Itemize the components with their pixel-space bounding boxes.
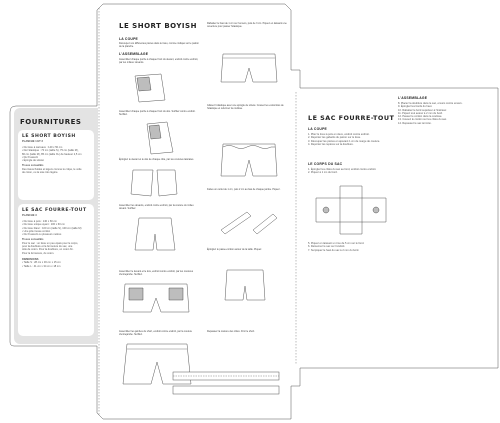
note-line: pour la doublure et la fermeture du sac, une: [22, 245, 73, 249]
card-short-title: LE SHORT BOYISH: [22, 134, 76, 139]
list-item: 13. Cousez le cordon sur les côtés du sac.: [398, 118, 447, 122]
short-title: LE SHORT BOYISH: [119, 22, 197, 30]
bag-cut-steps: [308, 133, 392, 146]
bag-cut-heading: LA COUPE: [308, 127, 327, 131]
short-step-10: Épinglez le passe-cordon autour de la taille. Piquez.: [207, 248, 263, 251]
card-bag-subtitle: PLANCHE 3: [22, 214, 37, 217]
list-item: • Du fil assorti: [22, 155, 38, 159]
short-step-7: Rabattez le haut de 1 cm sur l'envers, puis de 3 cm. Piquez en laissant une ouverture pour passer l'élastique.: [207, 22, 287, 28]
list-item: • Du tissu à pois : 140 x 60 cm: [22, 220, 57, 223]
note-title: Tissus conseillés: [22, 164, 44, 168]
list-item: 4. Reportez les repères sur la doublure.: [308, 142, 354, 146]
list-item: 2. Reportez les gabarits du patron sur le tissu.: [308, 136, 361, 140]
list-item: 12. Passez le cordon dans la coulisse.: [398, 115, 443, 119]
dims-title: DIMENSIONS: [22, 257, 39, 261]
short-step-6: Assemblez les jambes du short, endroit contre endroit, par la couture d'entrejambe. Surfilez.: [119, 330, 192, 336]
card-bag-title: LE SAC FOURRE-TOUT: [22, 208, 87, 213]
short-step-10-illustration: [223, 264, 267, 304]
card-bag-list: [22, 220, 92, 268]
list-item: • Du tissu unique ayant : 100 x 60 cm: [22, 223, 65, 227]
list-item: • Du fil assorti ou plusieurs mètres: [22, 233, 62, 237]
list-item: 10. Rabattez le bord supérieur à l'intérieur.: [398, 108, 447, 112]
bag-pattern-illustration: [314, 184, 388, 236]
list-item: 7. Surpiquez le haut du sac à 2 mm du bord.: [308, 248, 360, 252]
list-item: • Épingle de sûreté: [22, 159, 44, 163]
supplies-sidebar: [14, 108, 98, 344]
note-line: Pour la fermeture, du coton.: [22, 251, 55, 255]
short-step-7-illustration: [219, 50, 279, 86]
list-item: 1. Épinglez les côtés du sac au fond, endroit contre endroit.: [308, 168, 377, 171]
list-item: • Du tissu blanc : 100 cm (taille S), 100 cm (taille M): [22, 226, 82, 230]
list-item: 80 cm (taille M), 85 cm (taille XL) de hauteur 2,5 cm: [22, 152, 82, 156]
short-step-8-illustration: [219, 140, 279, 180]
short-panel: [103, 8, 289, 416]
bag-title: LE SAC FOURRE-TOUT: [308, 114, 395, 122]
short-step-3-illustration: [129, 168, 179, 198]
bag-after-steps: [308, 242, 392, 252]
supplies-title: FOURNITURES: [20, 118, 82, 126]
short-step-5: Assemblez le devant et le dos, endroit contre endroit, par les coutures d'entrejambe. Surfilez.: [119, 270, 194, 276]
short-cut-text: Découpez vos différentes pièces dans le tissu, comme indiqué sur le patron de la planche.: [119, 42, 199, 48]
list-item: 11. Piquez tout autour à 2 mm du bord.: [398, 111, 443, 115]
dims-line: • Taille S : 28 cm x 30 cm x 15 cm: [22, 261, 61, 265]
short-cut-heading: LA COUPE: [119, 37, 138, 41]
list-item: 5. Piquez en laissant un trou de 5 cm sur le fond.: [308, 242, 365, 245]
note-line: Des tissus fluides et légers comme le crêpe, le voile: [22, 167, 82, 171]
supplies-card-bag: [18, 204, 94, 336]
dims-line: • Taille L : 41 cm x 34 cm x 18 cm: [22, 264, 61, 268]
supplies-card-short: [18, 130, 94, 200]
short-step-11: Repassez la couture des côtés. Finir le short.: [207, 330, 255, 333]
short-step-2: Assemblez chaque poche à chaque front du dos. Surfilez contre endroit. Surfilez.: [119, 110, 196, 116]
note-line: Pour le sac : un tissu un peu épais pour le corps,: [22, 241, 79, 245]
bag-assembly-steps: [398, 102, 490, 125]
waistband-strip-illustration: [171, 368, 281, 398]
list-item: • Du tissu à carreaux : 140 x 50 cm: [22, 146, 63, 149]
list-item: • Une jolie tresse cordon: [22, 229, 51, 233]
short-step-1-illustration: [131, 70, 171, 106]
list-item: 14. Repassez le sac terminé.: [398, 121, 432, 125]
list-item: 6. Retournez le sac sur l'endroit.: [308, 245, 346, 249]
short-step-9: Faites un ourlet de 1 cm, puis 2 cm au bas de chaque jambe. Piquez.: [207, 188, 281, 191]
bag-assembly-heading: L'ASSEMBLAGE: [398, 96, 428, 100]
note-line: de coton, ou la soie très légère.: [22, 171, 59, 175]
bag-body-steps: [308, 168, 392, 175]
note-title: Tissus conseillés: [22, 238, 44, 242]
short-step-9-illustration: [219, 208, 279, 238]
bag-body-heading: LE CORPS DU SAC: [308, 162, 343, 166]
list-item: 8. Placez la doublure dans le sac, envers contre envers.: [398, 102, 463, 105]
short-step-3: Épinglez le devant et le dos de chaque côté, par les coutures latérales.: [119, 158, 194, 161]
list-item: 3. Découpez les pièces en ajoutant 1 cm de marge de couture.: [308, 139, 381, 143]
short-step-2-illustration: [145, 120, 175, 156]
short-assembly-heading: L'ASSEMBLAGE: [119, 52, 149, 56]
note-line: toile de coton. Pour la doublure, un coton fin.: [22, 248, 74, 252]
bag-panel: [302, 92, 496, 364]
short-step-4-illustration: [133, 214, 177, 254]
list-item: 1. Pliez le tissu à pois en deux, endroit contre endroit.: [308, 133, 370, 136]
card-short-list: [22, 146, 92, 174]
short-step-4: Assemblez les devants, endroit contre endroit, par la couture du milieu devant. Surfilez.: [119, 204, 194, 210]
list-item: 9. Épinglez les bords du haut.: [398, 105, 433, 109]
short-step-1: Assemblez chaque poche à chaque front du devant, endroit contre endroit, par les milieux devants.: [119, 58, 199, 64]
short-step-5-illustration: [121, 280, 191, 316]
card-short-subtitle: PLANCHE 1 ET 2: [22, 140, 43, 143]
short-step-8: Glissez l'élastique avec une épingle de sûreté. Cousez les extrémités de l'élastique et refermez la coulisse.: [207, 104, 284, 110]
list-item: • De l'élastique : 70 cm (taille S), 75 cm (taille M),: [22, 149, 79, 153]
list-item: 2. Piquez à 1 cm du bord.: [308, 171, 338, 175]
